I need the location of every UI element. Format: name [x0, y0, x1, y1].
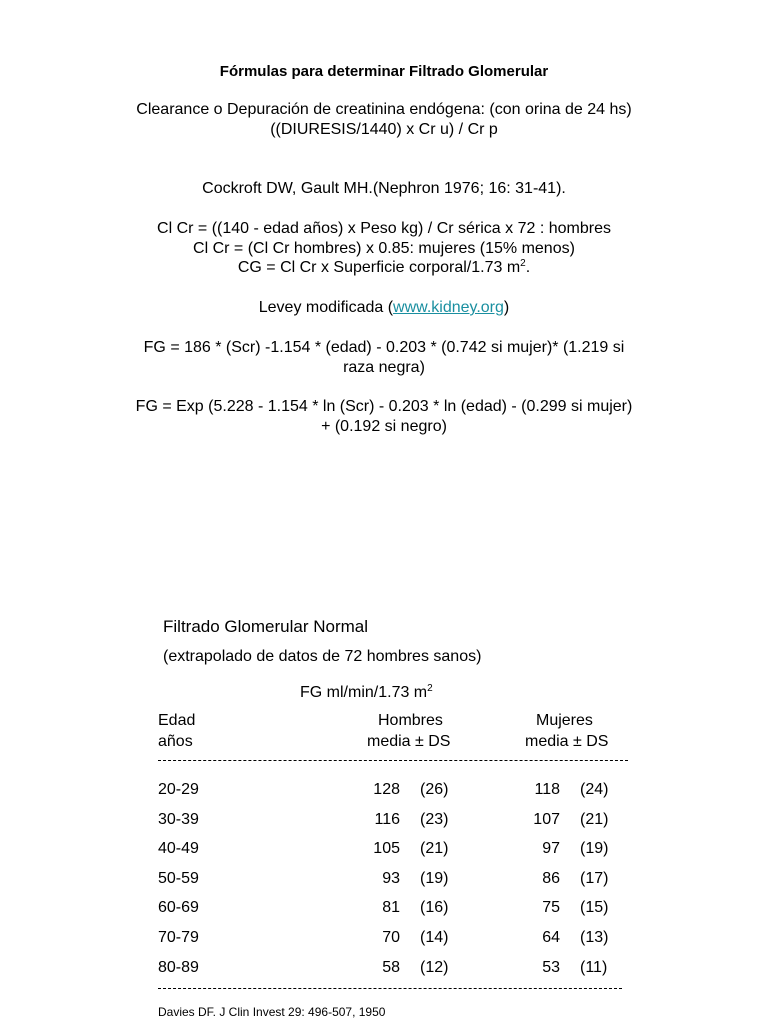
clcr-women-formula: Cl Cr = (Cl Cr hombres) x 0.85: mujeres (15% menos) [193, 240, 575, 257]
table-row [158, 870, 628, 894]
age-cell: 40-49 [158, 840, 199, 858]
citation: Davies DF. J Clin Invest 29: 496-507, 1950 [158, 1005, 386, 1019]
men-mean-cell: 116 [374, 810, 400, 828]
women-mean-cell: 64 [542, 929, 560, 946]
cg-formula-end: . [525, 259, 531, 276]
fg-exp-formula-line1: FG = Exp (5.228 - 1.154 * ln (Scr) - 0.203 * ln (edad) - (0.299 si mujer) [135, 398, 633, 415]
table-row [158, 929, 628, 953]
men-sd-cell: (14) [420, 929, 449, 946]
men-sd-cell: (26) [420, 781, 449, 798]
age-cell: 80-89 [158, 958, 199, 976]
age-cell: 20-29 [158, 781, 199, 798]
page-title: Fórmulas para determinar Filtrado Glomerular [219, 63, 549, 80]
kidney-org-link[interactable]: www.kidney.org [393, 299, 504, 316]
men-sd-cell: (12) [420, 958, 449, 976]
col-age-subheader: años [158, 733, 193, 750]
women-sd-cell: (15) [580, 899, 609, 917]
cockroft-reference: Cockroft DW, Gault MH.(Nephron 1976; 16: 31-41). [202, 180, 566, 197]
unit-superscript: 2 [427, 683, 433, 694]
age-cell: 30-39 [158, 810, 199, 828]
women-mean-cell: 107 [533, 810, 560, 828]
age-cell: 50-59 [158, 869, 199, 887]
col-men-header: Hombres [378, 712, 443, 729]
women-mean-cell: 97 [542, 840, 560, 858]
unit-text: FG ml/min/1.73 m [300, 684, 428, 701]
men-mean-cell: 70 [382, 929, 400, 946]
men-sd-cell: (21) [420, 840, 449, 858]
women-sd-cell: (17) [580, 869, 609, 887]
women-sd-cell: (24) [580, 781, 609, 798]
col-age-header: Edad [158, 712, 196, 729]
unit-label [300, 684, 433, 702]
fg-mdrd-formula-line1: FG = 186 * (Scr) -1.154 * (edad) - 0.203 * (0.742 si mujer)* (1.219 si [143, 339, 625, 356]
table-top-divider [158, 760, 628, 762]
levey-prefix: Levey modificada ( [258, 299, 394, 316]
men-mean-cell: 93 [382, 869, 400, 887]
levey-heading [0, 299, 768, 317]
fg-exp-formula-line2: + (0.192 si negro) [321, 418, 447, 435]
cg-formula [0, 259, 768, 277]
women-sd-cell: (21) [580, 810, 609, 828]
table-bottom-divider [158, 988, 622, 990]
cg-formula-text: CG = Cl Cr x Superficie corporal/1.73 m [237, 259, 521, 276]
women-mean-cell: 86 [542, 869, 560, 887]
men-mean-cell: 105 [373, 840, 400, 858]
col-women-subheader: media ± DS [525, 733, 609, 750]
cg-superscript: 2 [520, 258, 526, 269]
table-row [158, 781, 628, 805]
men-mean-cell: 81 [382, 899, 400, 917]
age-cell: 70-79 [158, 929, 199, 946]
levey-suffix: ) [503, 299, 510, 316]
women-sd-cell: (19) [580, 840, 609, 858]
table-row [158, 840, 628, 864]
clearance-definition: Clearance o Depuración de creatinina endógena: (con orina de 24 hs) [136, 101, 632, 118]
table-row [158, 899, 628, 923]
table-row [158, 811, 628, 835]
age-cell: 60-69 [158, 899, 199, 917]
men-mean-cell: 128 [373, 781, 400, 798]
clearance-formula: ((DIURESIS/1440) x Cr u) / Cr p [270, 121, 498, 138]
col-men-subheader: media ± DS [367, 733, 451, 750]
men-sd-cell: (16) [420, 899, 449, 917]
men-sd-cell: (23) [420, 810, 449, 828]
men-mean-cell: 58 [382, 958, 400, 976]
women-mean-cell: 75 [542, 899, 560, 917]
col-women-header: Mujeres [536, 712, 593, 729]
women-sd-cell: (11) [580, 958, 608, 976]
clcr-men-formula: Cl Cr = ((140 - edad años) x Peso kg) / Cr sérica x 72 : hombres [157, 220, 611, 237]
women-sd-cell: (13) [580, 929, 609, 946]
fg-mdrd-formula-line2: raza negra) [343, 359, 425, 376]
normal-table-title: Filtrado Glomerular Normal [163, 617, 368, 636]
table-row [158, 959, 628, 983]
women-mean-cell: 118 [534, 781, 560, 798]
men-sd-cell: (19) [420, 869, 449, 887]
women-mean-cell: 53 [542, 958, 560, 976]
normal-table-subtitle: (extrapolado de datos de 72 hombres sanos) [163, 648, 482, 665]
